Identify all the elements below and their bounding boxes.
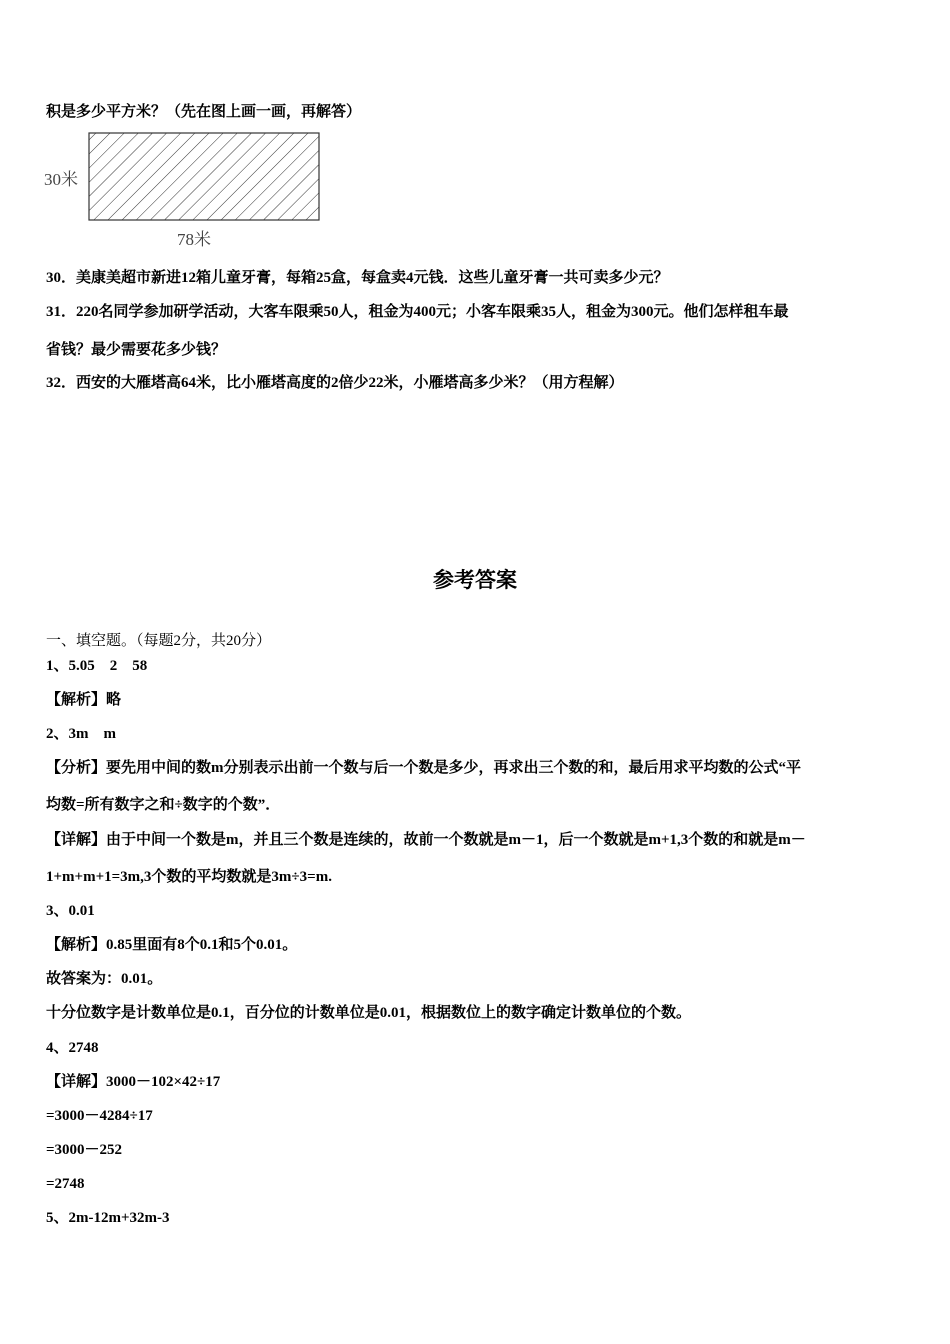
answer-4-step-1: =3000－4284÷17 (46, 1108, 153, 1124)
section-1-heading: 一、填空题。（每题2分，共20分） (46, 633, 272, 649)
answer-3-note: 十分位数字是计数单位是0.1，百分位的计数单位是0.01，根据数位上的数字确定计数单位的个数。 (46, 1005, 692, 1021)
rectangle-diagram (44, 128, 334, 253)
answer-1-analysis: 【解析】略 (46, 692, 122, 708)
answers-title: 参考答案 (433, 568, 517, 592)
answer-3: 3、0.01 (46, 903, 95, 919)
answer-4-step-2: =3000－252 (46, 1142, 123, 1158)
question-32: 32．西安的大雁塔高64米，比小雁塔高度的2倍少22米，小雁塔高多少米？（用方程解） (46, 375, 624, 391)
answer-2-detail-line-2: 1+m+m+1=3m,3个数的平均数就是3m÷3=m. (46, 869, 332, 885)
width-label: 78米 (177, 230, 211, 249)
answer-2-analysis-line-1: 【分析】要先用中间的数m分别表示出前一个数与后一个数是多少，再求出三个数的和，最后用求平均数的公式“平 (46, 760, 802, 776)
hatched-rectangle-figure (44, 128, 334, 253)
answer-2: 2、3m m (46, 726, 116, 742)
answer-2-detail-line-1: 【详解】由于中间一个数是m，并且三个数是连续的，故前一个数就是m－1，后一个数就是m+1,3个数的和就是m－ (46, 832, 806, 848)
question-30: 30．美康美超市新进12箱儿童牙膏，每箱25盒，每盒卖4元钱．这些儿童牙膏一共可卖多少元？ (46, 270, 669, 286)
answer-3-analysis: 【解析】0.85里面有8个0.1和5个0.01。 (46, 937, 298, 953)
answer-1: 1、5.05 2 58 (46, 658, 148, 674)
answer-4-detail: 【详解】3000－102×42÷17 (46, 1074, 221, 1090)
question-31-line-1: 31．220名同学参加研学活动，大客车限乘50人，租金为400元；小客车限乘35人，租金为300元。他们怎样租车最 (46, 304, 789, 320)
question-29-continuation: 积是多少平方米？（先在图上画一画，再解答） (46, 104, 362, 120)
question-31-line-2: 省钱？最少需要花多少钱？ (46, 342, 227, 358)
answer-4: 4、2748 (46, 1040, 99, 1056)
answer-5: 5、2m-12m+32m-3 (46, 1210, 170, 1226)
height-label: 30米 (44, 170, 78, 189)
answer-3-result: 故答案为：0.01。 (46, 971, 163, 987)
hatched-rectangle (89, 133, 319, 220)
answer-2-analysis-line-2: 均数=所有数字之和÷数字的个数”． (46, 797, 281, 813)
answer-4-step-3: =2748 (46, 1176, 85, 1192)
